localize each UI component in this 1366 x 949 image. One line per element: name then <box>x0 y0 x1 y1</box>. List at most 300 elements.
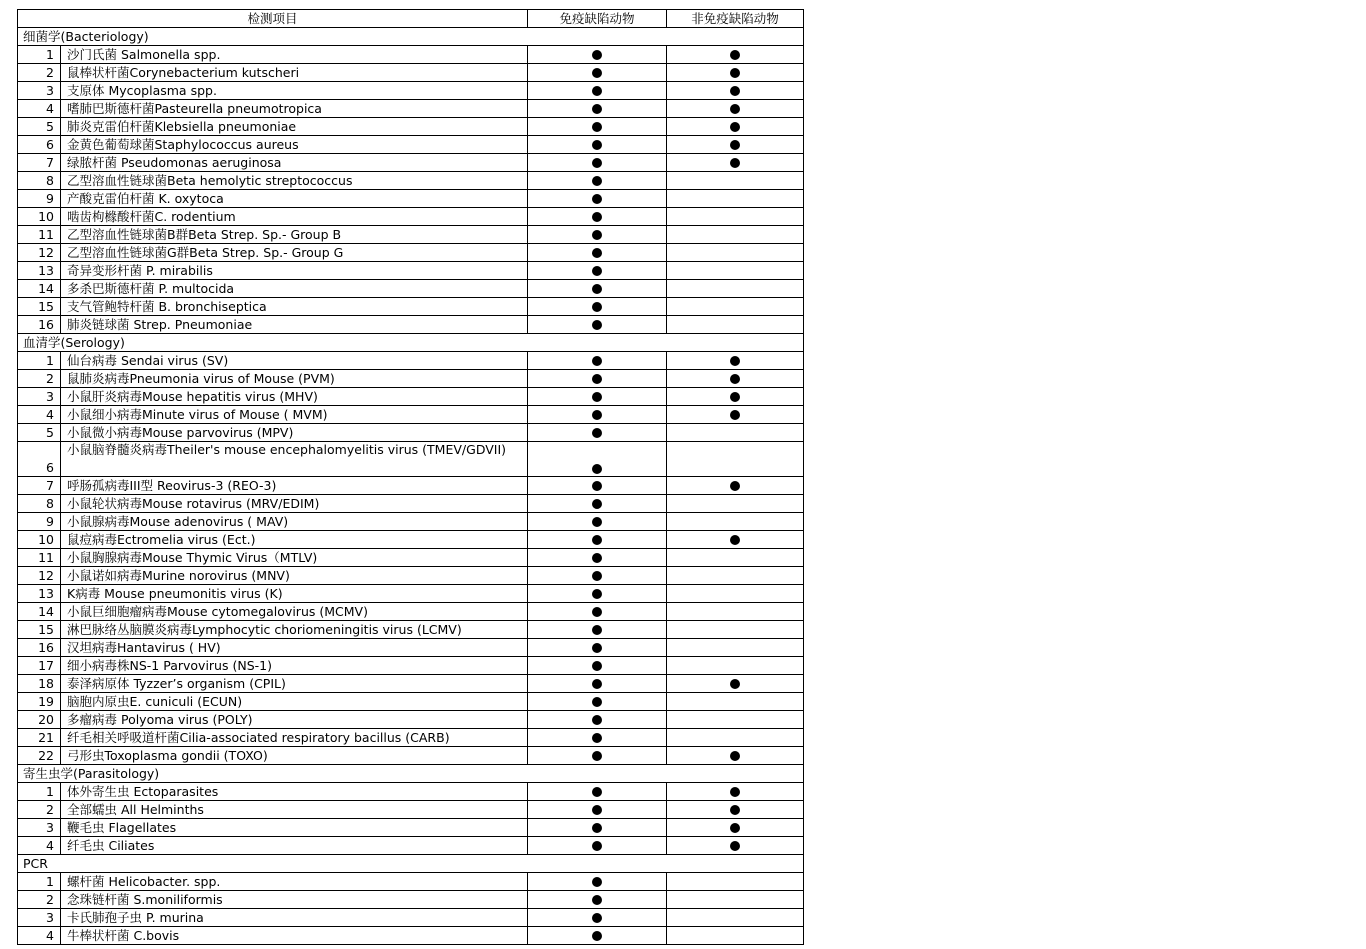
non-immunodeficient-cell <box>667 46 804 64</box>
row-number: 1 <box>18 873 61 891</box>
filled-circle-icon <box>592 643 602 653</box>
non-immunodeficient-cell <box>667 747 804 765</box>
immunodeficient-cell <box>528 837 667 855</box>
row-number: 12 <box>18 567 61 585</box>
non-immunodeficient-cell <box>667 927 804 945</box>
non-immunodeficient-cell <box>667 603 804 621</box>
row-number: 1 <box>18 352 61 370</box>
non-immunodeficient-cell <box>667 244 804 262</box>
filled-circle-icon <box>592 589 602 599</box>
header-immunodeficient: 免疫缺陷动物 <box>528 10 667 28</box>
header-row <box>18 10 804 28</box>
item-name: 多瘤病毒 Polyoma virus (POLY) <box>61 711 528 729</box>
row-number: 9 <box>18 513 61 531</box>
filled-circle-icon <box>730 356 740 366</box>
table-row <box>18 82 804 100</box>
table-row <box>18 801 804 819</box>
immunodeficient-cell <box>528 513 667 531</box>
filled-circle-icon <box>730 787 740 797</box>
filled-circle-icon <box>592 158 602 168</box>
table-row <box>18 280 804 298</box>
filled-circle-icon <box>592 194 602 204</box>
item-name: 产酸克雷伯杆菌 K. oxytoca <box>61 190 528 208</box>
table-row <box>18 603 804 621</box>
immunodeficient-cell <box>528 657 667 675</box>
table-row <box>18 531 804 549</box>
row-number: 19 <box>18 693 61 711</box>
filled-circle-icon <box>592 481 602 491</box>
non-immunodeficient-cell <box>667 585 804 603</box>
item-name: 鼠棒状杆菌Corynebacterium kutscheri <box>61 64 528 82</box>
item-name: 绿脓杆菌 Pseudomonas aeruginosa <box>61 154 528 172</box>
non-immunodeficient-cell <box>667 891 804 909</box>
filled-circle-icon <box>592 517 602 527</box>
item-name: 支气管鲍特杆菌 B. bronchiseptica <box>61 298 528 316</box>
non-immunodeficient-cell <box>667 208 804 226</box>
section-row <box>18 765 804 783</box>
filled-circle-icon <box>592 392 602 402</box>
row-number: 1 <box>18 783 61 801</box>
section-title: 寄生虫学(Parasitology) <box>18 765 804 783</box>
filled-circle-icon <box>592 104 602 114</box>
non-immunodeficient-cell <box>667 477 804 495</box>
immunodeficient-cell <box>528 136 667 154</box>
row-number: 16 <box>18 639 61 657</box>
item-name: K病毒 Mouse pneumonitis virus (K) <box>61 585 528 603</box>
immunodeficient-cell <box>528 675 667 693</box>
item-name: 肺炎链球菌 Strep. Pneumoniae <box>61 316 528 334</box>
table-row <box>18 495 804 513</box>
row-number: 16 <box>18 316 61 334</box>
filled-circle-icon <box>730 481 740 491</box>
filled-circle-icon <box>592 841 602 851</box>
row-number: 8 <box>18 495 61 513</box>
filled-circle-icon <box>592 733 602 743</box>
filled-circle-icon <box>730 841 740 851</box>
row-number: 14 <box>18 603 61 621</box>
filled-circle-icon <box>592 50 602 60</box>
filled-circle-icon <box>592 320 602 330</box>
immunodeficient-cell <box>528 316 667 334</box>
section-title: 血清学(Serology) <box>18 334 804 352</box>
table-row <box>18 64 804 82</box>
table-row <box>18 46 804 64</box>
non-immunodeficient-cell <box>667 352 804 370</box>
non-immunodeficient-cell <box>667 675 804 693</box>
non-immunodeficient-cell <box>667 154 804 172</box>
filled-circle-icon <box>730 410 740 420</box>
table-row <box>18 693 804 711</box>
item-name: 体外寄生虫 Ectoparasites <box>61 783 528 801</box>
table-row <box>18 891 804 909</box>
non-immunodeficient-cell <box>667 82 804 100</box>
filled-circle-icon <box>730 140 740 150</box>
section-row <box>18 28 804 46</box>
non-immunodeficient-cell <box>667 388 804 406</box>
non-immunodeficient-cell <box>667 136 804 154</box>
table-row <box>18 585 804 603</box>
filled-circle-icon <box>592 931 602 941</box>
immunodeficient-cell <box>528 693 667 711</box>
table-row <box>18 424 804 442</box>
item-name: 牛棒状杆菌 C.bovis <box>61 927 528 945</box>
non-immunodeficient-cell <box>667 549 804 567</box>
row-number: 4 <box>18 927 61 945</box>
header-non-immunodeficient: 非免疫缺陷动物 <box>667 10 804 28</box>
filled-circle-icon <box>730 374 740 384</box>
non-immunodeficient-cell <box>667 819 804 837</box>
row-number: 3 <box>18 909 61 927</box>
item-name: 螺杆菌 Helicobacter. spp. <box>61 873 528 891</box>
item-name: 鞭毛虫 Flagellates <box>61 819 528 837</box>
row-number: 18 <box>18 675 61 693</box>
immunodeficient-cell <box>528 621 667 639</box>
immunodeficient-cell <box>528 909 667 927</box>
table-row <box>18 909 804 927</box>
item-name: 沙门氏菌 Salmonella spp. <box>61 46 528 64</box>
non-immunodeficient-cell <box>667 639 804 657</box>
item-name: 小鼠细小病毒Minute virus of Mouse ( MVM) <box>61 406 528 424</box>
filled-circle-icon <box>592 176 602 186</box>
filled-circle-icon <box>592 805 602 815</box>
immunodeficient-cell <box>528 388 667 406</box>
item-name: 汉坦病毒Hantavirus ( HV) <box>61 639 528 657</box>
filled-circle-icon <box>592 679 602 689</box>
item-name: 纤毛相关呼吸道杆菌Cilia-associated respiratory bacillus (CARB) <box>61 729 528 747</box>
item-name: 乙型溶血性链球菌G群Beta Strep. Sp.- Group G <box>61 244 528 262</box>
item-name: 小鼠微小病毒Mouse parvovirus (MPV) <box>61 424 528 442</box>
table-row <box>18 262 804 280</box>
test-items-table <box>17 9 804 945</box>
immunodeficient-cell <box>528 244 667 262</box>
item-name: 呼肠孤病毒III型 Reovirus-3 (REO-3) <box>61 477 528 495</box>
table-row <box>18 370 804 388</box>
immunodeficient-cell <box>528 298 667 316</box>
immunodeficient-cell <box>528 567 667 585</box>
filled-circle-icon <box>730 68 740 78</box>
filled-circle-icon <box>730 679 740 689</box>
non-immunodeficient-cell <box>667 118 804 136</box>
non-immunodeficient-cell <box>667 873 804 891</box>
row-number: 15 <box>18 298 61 316</box>
item-name: 小鼠轮状病毒Mouse rotavirus (MRV/EDIM) <box>61 495 528 513</box>
filled-circle-icon <box>592 877 602 887</box>
non-immunodeficient-cell <box>667 370 804 388</box>
item-name: 念珠链杆菌 S.moniliformis <box>61 891 528 909</box>
non-immunodeficient-cell <box>667 262 804 280</box>
item-name: 小鼠肝炎病毒Mouse hepatitis virus (MHV) <box>61 388 528 406</box>
filled-circle-icon <box>592 212 602 222</box>
non-immunodeficient-cell <box>667 657 804 675</box>
table-row <box>18 442 804 477</box>
row-number: 10 <box>18 208 61 226</box>
section-title: 细菌学(Bacteriology) <box>18 28 804 46</box>
table-body <box>18 10 804 945</box>
row-number: 13 <box>18 585 61 603</box>
item-name: 小鼠胸腺病毒Mouse Thymic Virus（MTLV) <box>61 549 528 567</box>
immunodeficient-cell <box>528 370 667 388</box>
row-number: 5 <box>18 118 61 136</box>
non-immunodeficient-cell <box>667 729 804 747</box>
immunodeficient-cell <box>528 495 667 513</box>
table-row <box>18 657 804 675</box>
row-number: 2 <box>18 370 61 388</box>
immunodeficient-cell <box>528 873 667 891</box>
table-row <box>18 621 804 639</box>
table-row <box>18 927 804 945</box>
filled-circle-icon <box>592 284 602 294</box>
immunodeficient-cell <box>528 747 667 765</box>
table-row <box>18 819 804 837</box>
filled-circle-icon <box>592 913 602 923</box>
row-number: 3 <box>18 82 61 100</box>
row-number: 17 <box>18 657 61 675</box>
filled-circle-icon <box>730 104 740 114</box>
item-name: 嗜肺巴斯德杆菌Pasteurella pneumotropica <box>61 100 528 118</box>
non-immunodeficient-cell <box>667 316 804 334</box>
filled-circle-icon <box>592 607 602 617</box>
immunodeficient-cell <box>528 190 667 208</box>
table-row <box>18 477 804 495</box>
immunodeficient-cell <box>528 64 667 82</box>
immunodeficient-cell <box>528 82 667 100</box>
immunodeficient-cell <box>528 891 667 909</box>
item-name: 全部蠕虫 All Helminths <box>61 801 528 819</box>
non-immunodeficient-cell <box>667 711 804 729</box>
table-row <box>18 208 804 226</box>
filled-circle-icon <box>730 535 740 545</box>
filled-circle-icon <box>730 50 740 60</box>
table-row <box>18 711 804 729</box>
immunodeficient-cell <box>528 711 667 729</box>
item-name: 鼠肺炎病毒Pneumonia virus of Mouse (PVM) <box>61 370 528 388</box>
non-immunodeficient-cell <box>667 513 804 531</box>
non-immunodeficient-cell <box>667 567 804 585</box>
immunodeficient-cell <box>528 531 667 549</box>
filled-circle-icon <box>592 535 602 545</box>
table-row <box>18 639 804 657</box>
table-row <box>18 190 804 208</box>
row-number: 7 <box>18 154 61 172</box>
row-number: 11 <box>18 549 61 567</box>
table-row <box>18 747 804 765</box>
filled-circle-icon <box>592 68 602 78</box>
table-row <box>18 316 804 334</box>
filled-circle-icon <box>730 805 740 815</box>
table-row <box>18 513 804 531</box>
table-row <box>18 388 804 406</box>
filled-circle-icon <box>592 787 602 797</box>
item-name: 多杀巴斯德杆菌 P. multocida <box>61 280 528 298</box>
table-row <box>18 118 804 136</box>
immunodeficient-cell <box>528 585 667 603</box>
filled-circle-icon <box>592 86 602 96</box>
table-row <box>18 172 804 190</box>
row-number: 2 <box>18 891 61 909</box>
section-row <box>18 855 804 873</box>
item-name: 啮齿枸橼酸杆菌C. rodentium <box>61 208 528 226</box>
item-name: 金黄色葡萄球菌Staphylococcus aureus <box>61 136 528 154</box>
filled-circle-icon <box>592 140 602 150</box>
filled-circle-icon <box>592 248 602 258</box>
filled-circle-icon <box>730 823 740 833</box>
item-name: 鼠痘病毒Ectromelia virus (Ect.) <box>61 531 528 549</box>
row-number: 13 <box>18 262 61 280</box>
item-name: 乙型溶血性链球菌Beta hemolytic streptococcus <box>61 172 528 190</box>
row-number: 6 <box>18 442 61 477</box>
row-number: 3 <box>18 388 61 406</box>
immunodeficient-cell <box>528 549 667 567</box>
section-title: PCR <box>18 855 804 873</box>
item-name: 支原体 Mycoplasma spp. <box>61 82 528 100</box>
filled-circle-icon <box>592 895 602 905</box>
table-row <box>18 352 804 370</box>
row-number: 7 <box>18 477 61 495</box>
row-number: 2 <box>18 64 61 82</box>
filled-circle-icon <box>592 751 602 761</box>
table-row <box>18 136 804 154</box>
immunodeficient-cell <box>528 819 667 837</box>
filled-circle-icon <box>592 625 602 635</box>
row-number: 4 <box>18 837 61 855</box>
filled-circle-icon <box>730 392 740 402</box>
row-number: 6 <box>18 136 61 154</box>
item-name: 仙台病毒 Sendai virus (SV) <box>61 352 528 370</box>
immunodeficient-cell <box>528 46 667 64</box>
non-immunodeficient-cell <box>667 100 804 118</box>
item-name: 细小病毒株NS-1 Parvovirus (NS-1) <box>61 657 528 675</box>
table-row <box>18 783 804 801</box>
row-number: 15 <box>18 621 61 639</box>
immunodeficient-cell <box>528 100 667 118</box>
immunodeficient-cell <box>528 172 667 190</box>
table-row <box>18 567 804 585</box>
immunodeficient-cell <box>528 603 667 621</box>
item-name: 卡氏肺孢子虫 P. murina <box>61 909 528 927</box>
non-immunodeficient-cell <box>667 406 804 424</box>
non-immunodeficient-cell <box>667 801 804 819</box>
table-row <box>18 729 804 747</box>
row-number: 3 <box>18 819 61 837</box>
header-item: 检测项目 <box>18 10 528 28</box>
row-number: 20 <box>18 711 61 729</box>
immunodeficient-cell <box>528 208 667 226</box>
table-row <box>18 100 804 118</box>
row-number: 4 <box>18 100 61 118</box>
table-row <box>18 837 804 855</box>
table-row <box>18 298 804 316</box>
filled-circle-icon <box>592 697 602 707</box>
immunodeficient-cell <box>528 226 667 244</box>
table-row <box>18 244 804 262</box>
immunodeficient-cell <box>528 262 667 280</box>
filled-circle-icon <box>592 302 602 312</box>
row-number: 2 <box>18 801 61 819</box>
filled-circle-icon <box>730 86 740 96</box>
filled-circle-icon <box>730 122 740 132</box>
immunodeficient-cell <box>528 477 667 495</box>
non-immunodeficient-cell <box>667 226 804 244</box>
row-number: 1 <box>18 46 61 64</box>
immunodeficient-cell <box>528 639 667 657</box>
filled-circle-icon <box>592 571 602 581</box>
filled-circle-icon <box>592 499 602 509</box>
immunodeficient-cell <box>528 927 667 945</box>
non-immunodeficient-cell <box>667 783 804 801</box>
immunodeficient-cell <box>528 118 667 136</box>
immunodeficient-cell <box>528 154 667 172</box>
row-number: 11 <box>18 226 61 244</box>
item-name: 奇异变形杆菌 P. mirabilis <box>61 262 528 280</box>
row-number: 5 <box>18 424 61 442</box>
non-immunodeficient-cell <box>667 531 804 549</box>
non-immunodeficient-cell <box>667 693 804 711</box>
row-number: 21 <box>18 729 61 747</box>
immunodeficient-cell <box>528 801 667 819</box>
table-row <box>18 226 804 244</box>
item-name: 小鼠腺病毒Mouse adenovirus ( MAV) <box>61 513 528 531</box>
filled-circle-icon <box>592 266 602 276</box>
filled-circle-icon <box>592 410 602 420</box>
item-name: 泰泽病原体 Tyzzer’s organism (CPIL) <box>61 675 528 693</box>
non-immunodeficient-cell <box>667 190 804 208</box>
non-immunodeficient-cell <box>667 837 804 855</box>
non-immunodeficient-cell <box>667 909 804 927</box>
non-immunodeficient-cell <box>667 442 804 477</box>
filled-circle-icon <box>592 715 602 725</box>
row-number: 12 <box>18 244 61 262</box>
immunodeficient-cell <box>528 729 667 747</box>
item-name: 乙型溶血性链球菌B群Beta Strep. Sp.- Group B <box>61 226 528 244</box>
item-name: 肺炎克雷伯杆菌Klebsiella pneumoniae <box>61 118 528 136</box>
filled-circle-icon <box>592 661 602 671</box>
non-immunodeficient-cell <box>667 280 804 298</box>
row-number: 8 <box>18 172 61 190</box>
filled-circle-icon <box>592 122 602 132</box>
immunodeficient-cell <box>528 406 667 424</box>
item-name: 淋巴脉络丛脑膜炎病毒Lymphocytic choriomeningitis virus (LCMV) <box>61 621 528 639</box>
item-name: 纤毛虫 Ciliates <box>61 837 528 855</box>
non-immunodeficient-cell <box>667 621 804 639</box>
row-number: 10 <box>18 531 61 549</box>
table-row <box>18 873 804 891</box>
immunodeficient-cell <box>528 352 667 370</box>
filled-circle-icon <box>730 751 740 761</box>
item-name: 小鼠诺如病毒Murine norovirus (MNV) <box>61 567 528 585</box>
non-immunodeficient-cell <box>667 495 804 513</box>
item-name: 小鼠脑脊髓炎病毒Theiler's mouse encephalomyelitis virus (TMEV/GDVII) <box>61 442 528 477</box>
row-number: 9 <box>18 190 61 208</box>
table-row <box>18 406 804 424</box>
item-name: 小鼠巨细胞瘤病毒Mouse cytomegalovirus (MCMV) <box>61 603 528 621</box>
filled-circle-icon <box>592 464 602 474</box>
non-immunodeficient-cell <box>667 424 804 442</box>
item-name: 脑胞内原虫E. cuniculi (ECUN) <box>61 693 528 711</box>
filled-circle-icon <box>592 374 602 384</box>
non-immunodeficient-cell <box>667 64 804 82</box>
section-row <box>18 334 804 352</box>
table-row <box>18 154 804 172</box>
non-immunodeficient-cell <box>667 172 804 190</box>
filled-circle-icon <box>730 158 740 168</box>
filled-circle-icon <box>592 553 602 563</box>
immunodeficient-cell <box>528 280 667 298</box>
immunodeficient-cell <box>528 442 667 477</box>
item-name: 弓形虫Toxoplasma gondii (TOXO) <box>61 747 528 765</box>
row-number: 22 <box>18 747 61 765</box>
table-row <box>18 549 804 567</box>
filled-circle-icon <box>592 230 602 240</box>
